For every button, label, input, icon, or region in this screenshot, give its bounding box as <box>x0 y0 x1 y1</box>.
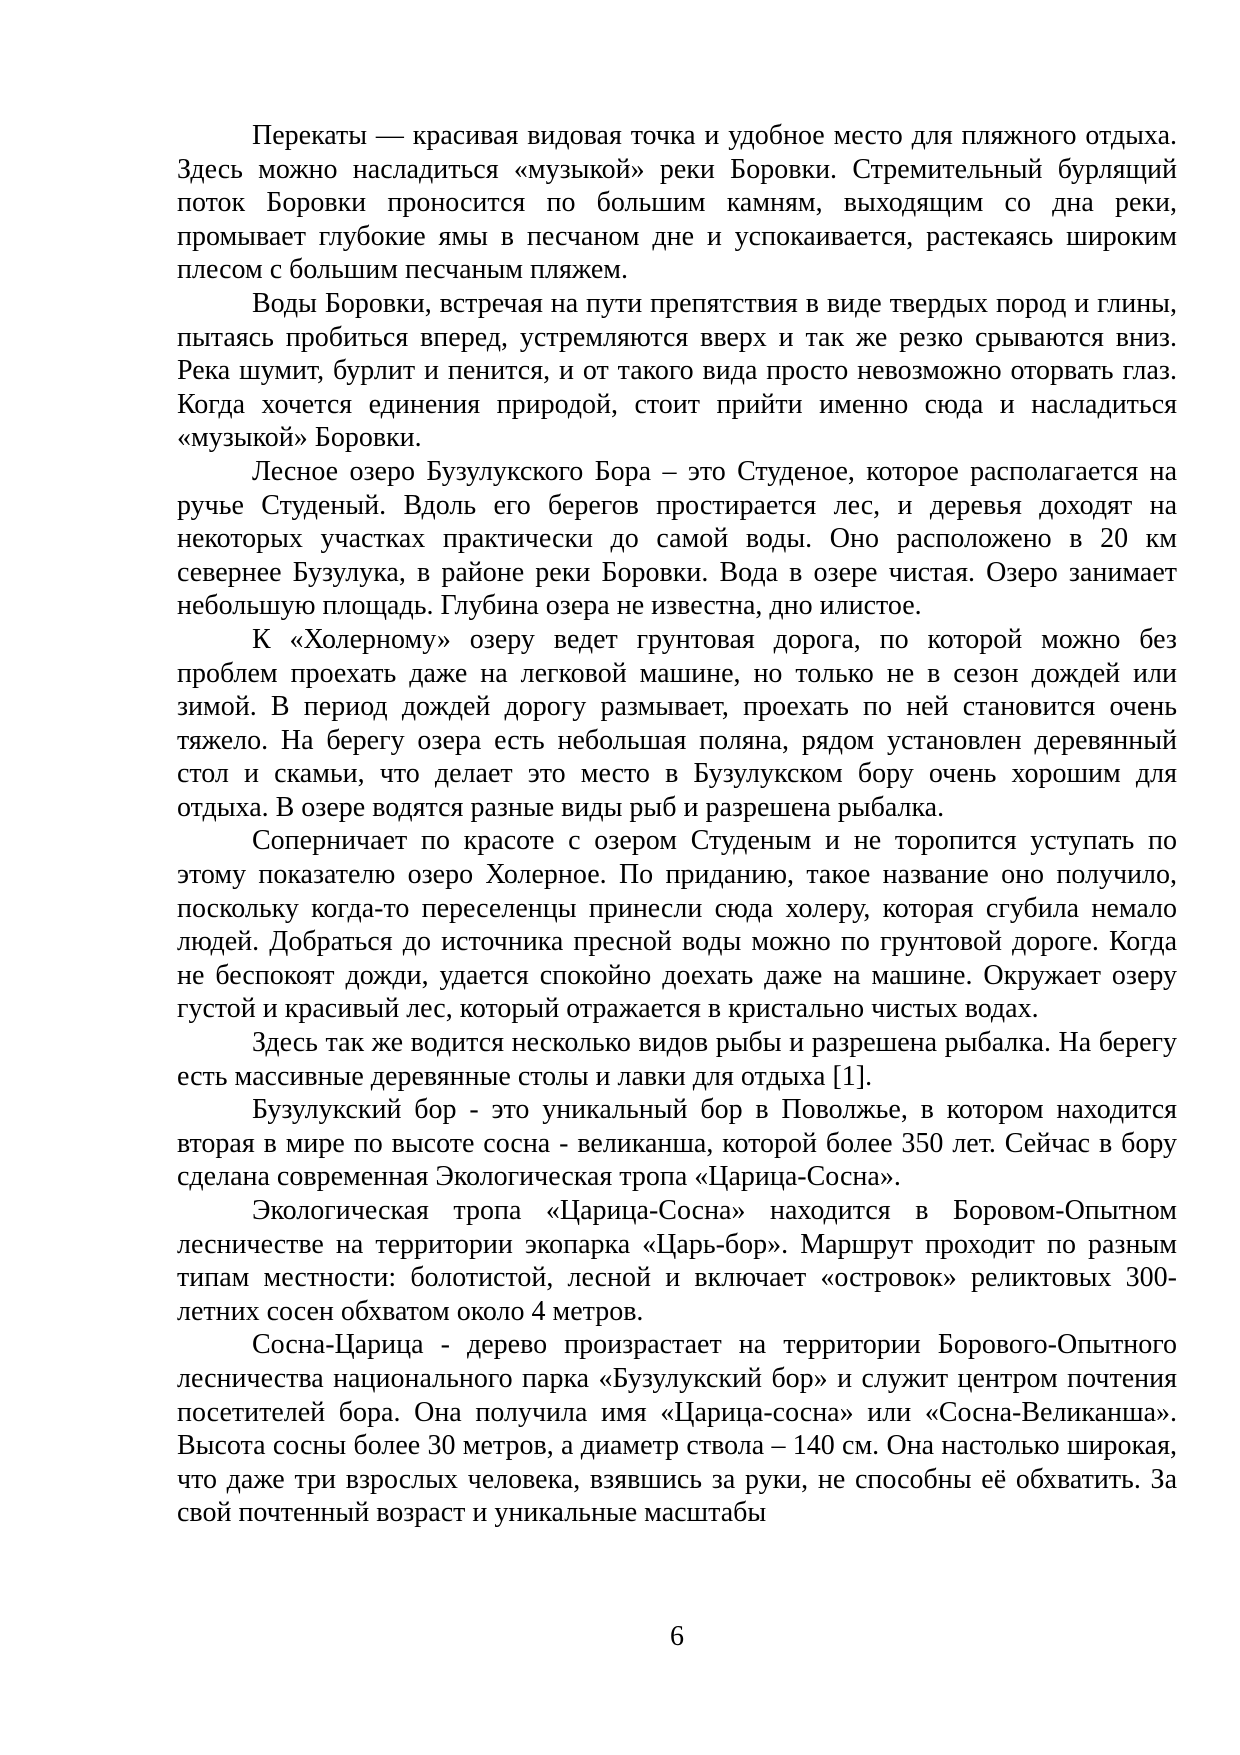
paragraph-perekaty: Перекаты — красивая видовая точка и удобное место для пляжного отдыха. Здесь можно насладиться «музыкой» реки Боровки. Стремительный бурлящий поток Боровки проносится по большим камням, выходящим со дна реки, промывает глубокие ямы в песчаном дне и успокаивается, растекаясь широким плесом с большим песчаным пляжем. <box>177 120 1177 286</box>
paragraph-vody-borovki: Воды Боровки, встречая на пути препятствия в виде твердых пород и глины, пытаясь пробиться вперед, устремляются вверх и так же резко срываются вниз. Река шумит, бурлит и пенится, и от такого вида просто невозможно оторвать глаз. Когда хочется единения природой, стоит прийти именно сюда и насладиться «музыкой» Боровки. <box>177 287 1177 454</box>
paragraph-rybalka: Здесь так же водится несколько видов рыбы и разрешена рыбалка. На берегу есть массивные деревянные столы и лавки для отдыха [1]. <box>177 1027 1177 1092</box>
paragraph-holernoe-doroga: К «Холерному» озеру ведет грунтовая дорога, по которой можно без проблем проехать даже на легковой машине, но только не в сезон дождей или зимой. В период дождей дорогу размывает, проехать по ней становится очень тяжело. На берегу озера есть небольшая поляна, рядом установлен деревянный стол и скамьи, что делает это место в Бузулукском бору очень хорошим для отдыха. В озере водятся разные виды рыб и разрешена рыбалка. <box>177 623 1177 823</box>
paragraph-sosna-tsaritsa: Сосна-Царица - дерево произрастает на территории Борового-Опытного лесничества национального парка «Бузулукский бор» и служит центром почтения посетителей бора. Она получила имя «Царица-сосна» или «Сосна-Великанша». Высота сосны более 30 метров, а диаметр ствола – 140 см. Она настолько широкая, что даже три взрослых человека, взявшись за руки, не способны её обхватить. За свой почтенный возраст и уникальные масштабы <box>177 1329 1177 1529</box>
paragraph-ekotropa: Экологическая тропа «Царица-Сосна» находится в Боровом-Опытном лесничестве на территории экопарка «Царь-бор». Маршрут проходит по разным типам местности: болотистой, лесной и включает «островок» реликтовых 300-летних сосен обхватом около 4 метров. <box>177 1195 1177 1327</box>
paragraph-lesnoe-ozero: Лесное озеро Бузулукского Бора – это Студеное, которое располагается на ручье Студеный. Вдоль его берегов простирается лес, и деревья доходят на некоторых участках практически до самой воды. Оно расположено в 20 км севернее Бузулука, в районе реки Боровки. Вода в озере чистая. Озеро занимает небольшую площадь. Глубина озера не известна, дно илистое. <box>177 455 1177 622</box>
text-block <box>177 119 1177 1530</box>
page-number: 6 <box>670 1621 684 1652</box>
paragraph-sopernichaet: Соперничает по красоте с озером Студеным и не торопится уступать по этому показателю озеро Холерное. По приданию, такое название оно получило, поскольку когда-то переселенцы принесли сюда холеру, которая сгубила немало людей. Добраться до источника пресной воды можно по грунтовой дороге. Когда не беспокоят дожди, удается спокойно доехать даже на машине. Окружает озеру густой и красивый лес, который отражается в кристально чистых водах. <box>177 825 1177 1025</box>
paragraph-buzulukskiy-bor: Бузулукский бор - это уникальный бор в Поволжье, в котором находится вторая в мире по высоте сосна - великанша, которой более 350 лет. Сейчас в бору сделана современная Экологическая тропа «Царица-Сосна». <box>177 1094 1177 1193</box>
